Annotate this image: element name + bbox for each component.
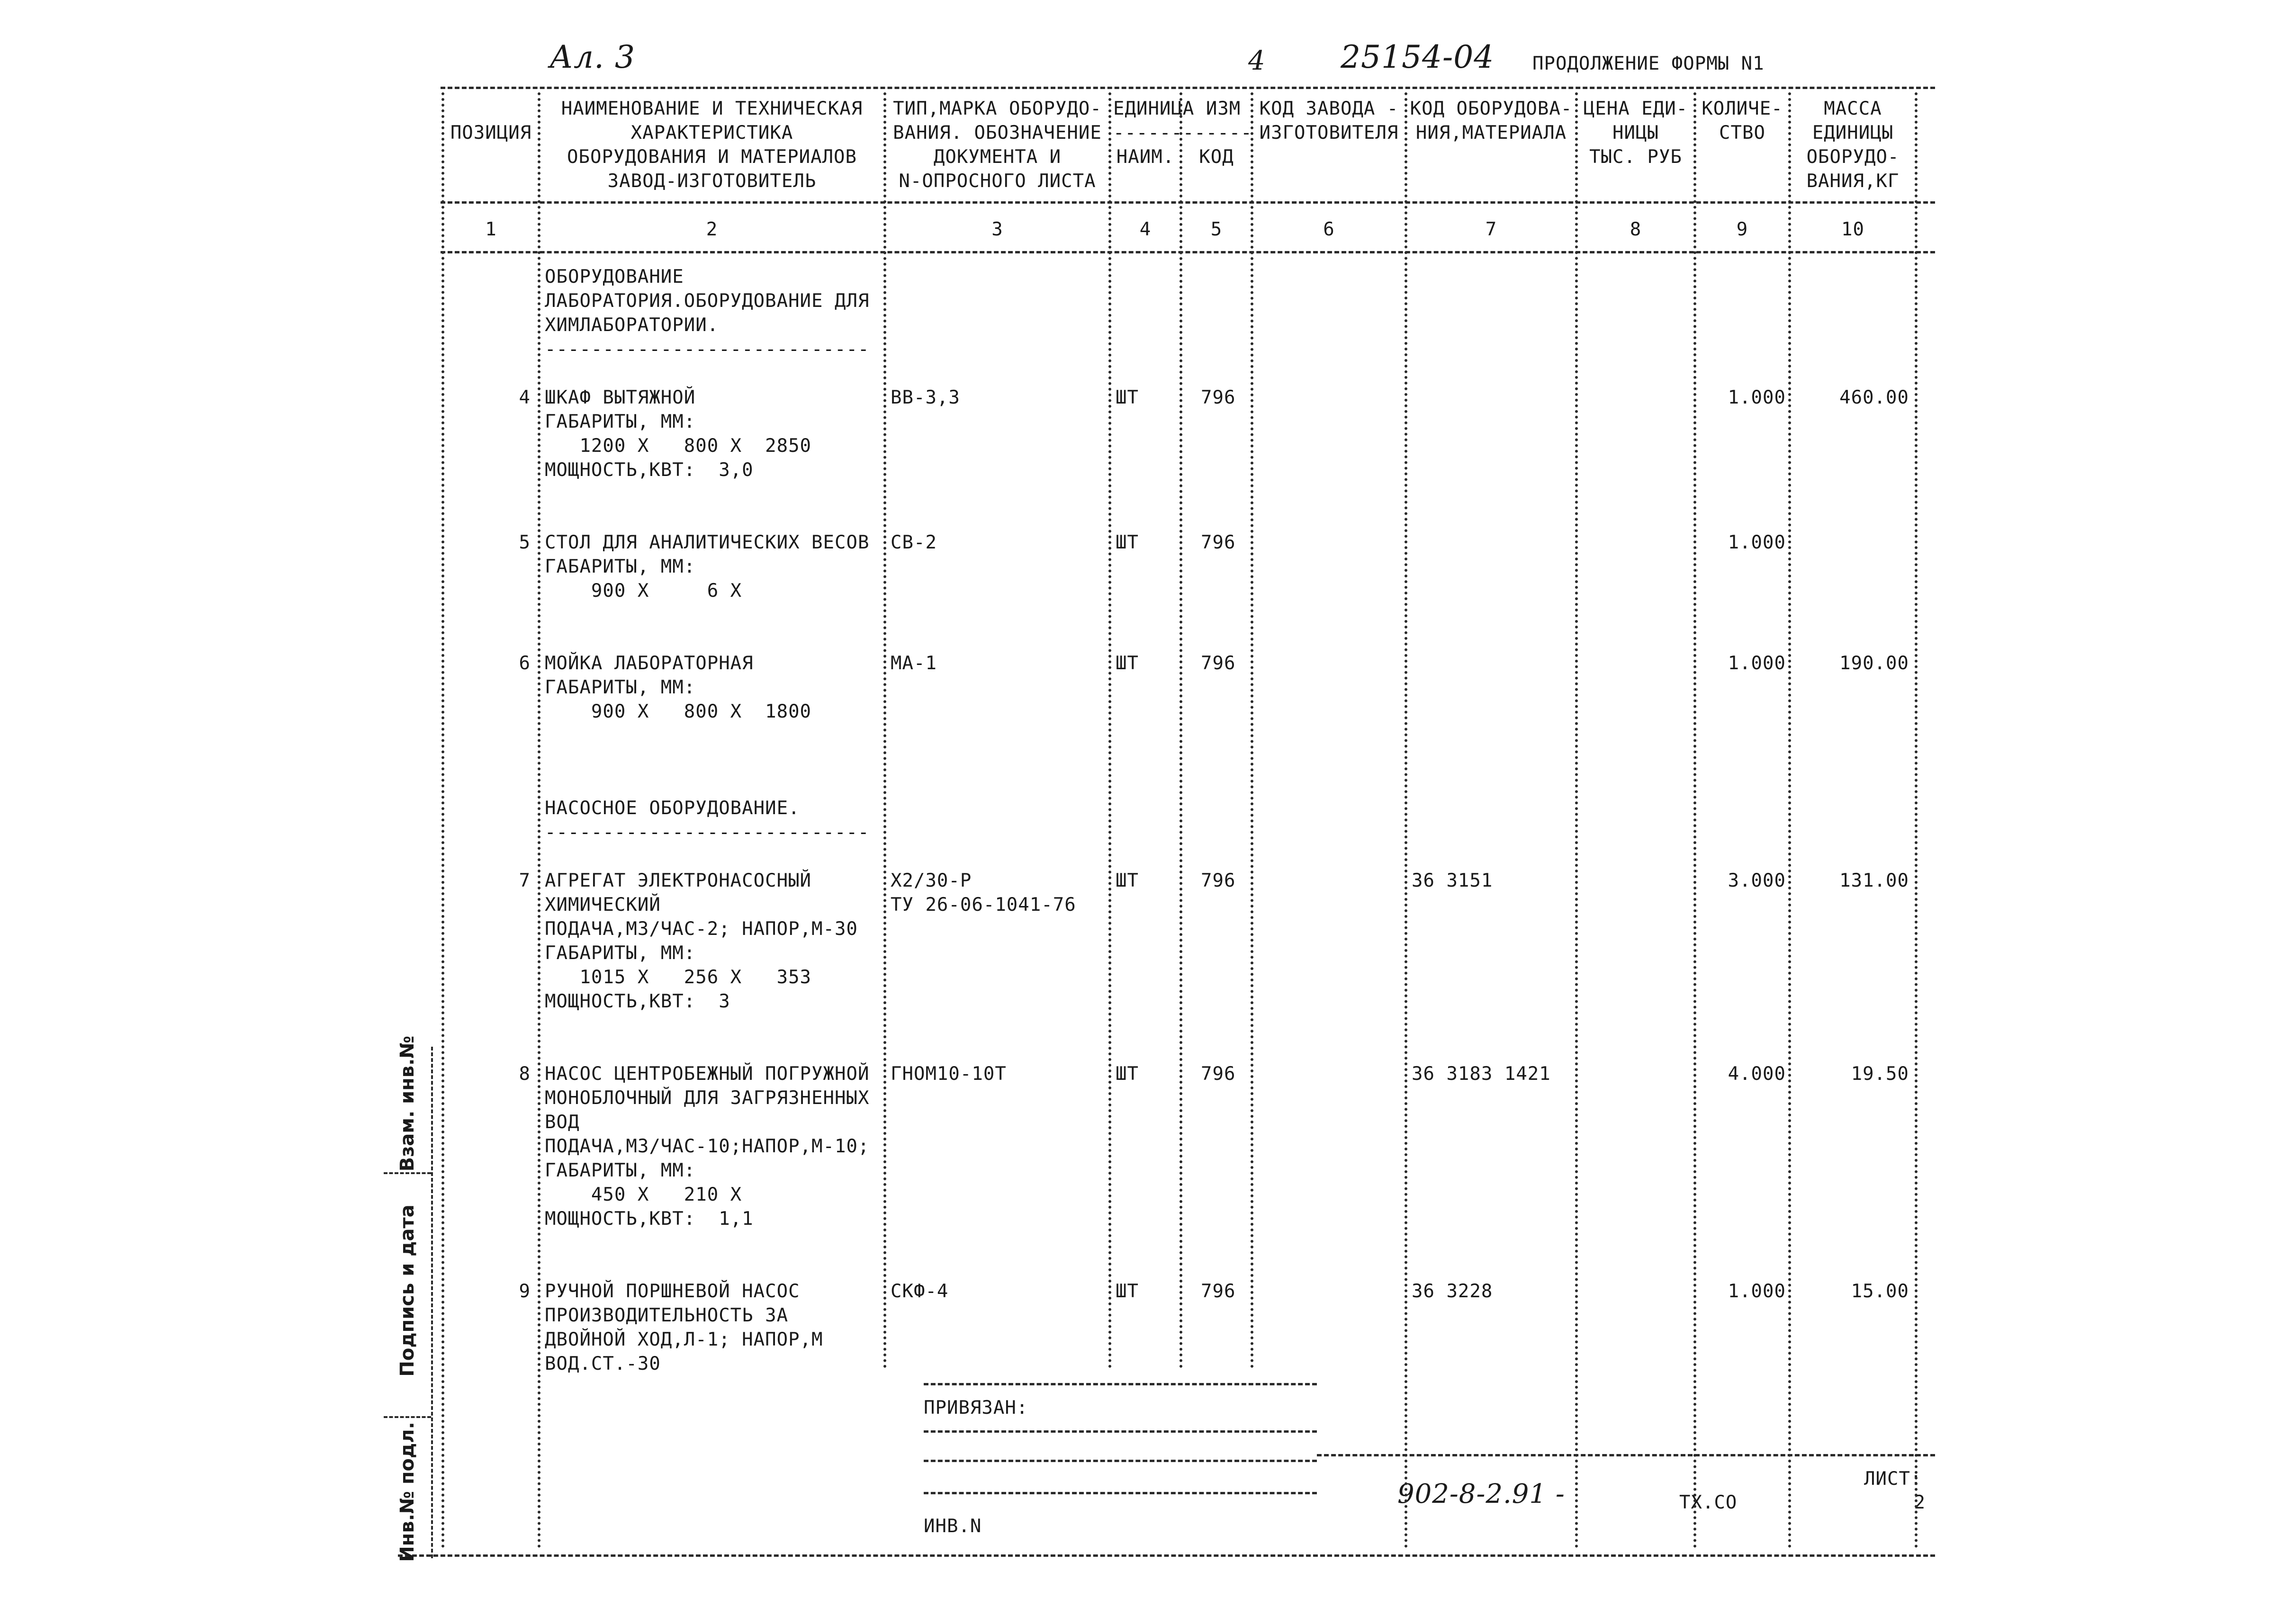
stamp-edge (431, 1047, 433, 1558)
quantity: 3.000 (1728, 870, 1786, 891)
equipment-code: 36 3151 (1412, 870, 1493, 891)
item-name-line: ШКАФ ВЫТЯЖНОЙ (545, 387, 696, 408)
header-cell: ВАНИЯ,КГ (1806, 171, 1900, 192)
header-cell: КОЛИЧЕ- (1702, 98, 1783, 119)
item-name-line: ПОДАЧА,М3/ЧАС-2; НАПОР,М-30 (545, 918, 858, 940)
item-name-line: СТОЛ ДЛЯ АНАЛИТИЧЕСКИХ ВЕСОВ (545, 532, 870, 553)
header-cell: ------------ (1113, 122, 1252, 144)
item-name-line: ХИМЛАБОРАТОРИИ. (545, 314, 719, 336)
header-cell: ЗАВОД-ИЗГОТОВИТЕЛЬ (607, 171, 817, 192)
header-cell: ИЗГОТОВИТЕЛЯ (1259, 122, 1399, 144)
stamp-inv-repl: Взам. инв.№ (396, 1035, 418, 1172)
rule-numbers (441, 251, 1935, 253)
rule-top (441, 87, 1935, 89)
item-type: ВВ-3,3 (891, 387, 960, 408)
header-cell: МАССА (1824, 98, 1882, 119)
unit-code: 796 (1201, 870, 1236, 891)
footer-rule-4 (924, 1492, 1317, 1494)
item-name-line: ЛАБОРАТОРИЯ.ОБОРУДОВАНИЕ ДЛЯ (545, 290, 870, 312)
document-suffix: ТХ.СО (1679, 1492, 1738, 1513)
column-separator (1693, 92, 1696, 1549)
item-name-line: ГАБАРИТЫ, ММ: (545, 556, 696, 577)
unit-name: ШТ (1116, 870, 1139, 891)
footer-rule-1 (924, 1383, 1317, 1385)
unit-code: 796 (1201, 387, 1236, 408)
column-separator (441, 92, 444, 1549)
item-name-line: 1015 Х 256 Х 353 (545, 967, 812, 988)
item-name-line: НАСОСНОЕ ОБОРУДОВАНИЕ. (545, 798, 800, 819)
item-name-line: ---------------------------- (545, 822, 870, 843)
item-name-line: МОНОБЛОЧНЫЙ ДЛЯ ЗАГРЯЗНЕННЫХ (545, 1087, 870, 1109)
header-cell: КОД ЗАВОДА - (1259, 98, 1399, 119)
unit-code: 796 (1201, 1281, 1236, 1302)
stamp-inv-orig: Инв.№ подл. (396, 1422, 418, 1562)
header-cell: ЕДИНИЦА ИЗМ (1113, 98, 1241, 119)
column-separator (538, 92, 540, 1549)
item-type: СКФ-4 (891, 1281, 949, 1302)
unit-mass: 190.00 (1839, 653, 1909, 674)
column-number: 9 (1736, 219, 1748, 240)
item-name-line: ДВОЙНОЙ ХОД,Л-1; НАПОР,М (545, 1329, 823, 1350)
column-number: 4 (1139, 219, 1152, 240)
header-cell: КОД (1199, 146, 1234, 168)
header-cell: ВАНИЯ. ОБОЗНАЧЕНИЕ (893, 122, 1102, 144)
unit-mass: 131.00 (1839, 870, 1909, 891)
header-cell: ХАРАКТЕРИСТИКА (630, 122, 793, 144)
sheet-number: 2 (1914, 1492, 1926, 1513)
unit-name: ШТ (1116, 532, 1139, 553)
header-cell: ОБОРУДОВАНИЯ И МАТЕРИАЛОВ (567, 146, 857, 168)
column-number: 10 (1841, 219, 1864, 240)
position-number: 6 (519, 653, 531, 674)
item-name-line: МОЩНОСТЬ,КВТ: 1,1 (545, 1208, 754, 1230)
unit-mass: 19.50 (1851, 1063, 1909, 1085)
bound-label: ПРИВЯЗАН: (924, 1397, 1028, 1418)
header-cell: ПОЗИЦИЯ (450, 122, 532, 144)
item-name-line: ОБОРУДОВАНИЕ (545, 266, 684, 287)
quantity: 1.000 (1728, 532, 1786, 553)
item-name-line: ГАБАРИТЫ, ММ: (545, 677, 696, 698)
item-name-line: АГРЕГАТ ЭЛЕКТРОНАСОСНЫЙ (545, 870, 812, 891)
column-separator (1405, 92, 1407, 1549)
binding-stamp (379, 1035, 436, 1562)
project-code: 25154-04 (1341, 39, 1495, 75)
rule-header (441, 201, 1935, 204)
item-type: Х2/30-Р (891, 870, 972, 891)
item-name-line: 450 Х 210 Х (545, 1184, 742, 1205)
header-cell: ДОКУМЕНТА И (933, 146, 1062, 168)
position-number: 7 (519, 870, 531, 891)
header-cell: НАИМ. (1116, 146, 1175, 168)
item-name-line: РУЧНОЙ ПОРШНЕВОЙ НАСОС (545, 1281, 800, 1302)
item-name-line: ---------------------------- (545, 339, 870, 360)
header-cell: НАИМЕНОВАНИЕ И ТЕХНИЧЕСКАЯ (561, 98, 863, 119)
position-number: 4 (519, 387, 531, 408)
unit-code: 796 (1201, 653, 1236, 674)
item-name-line: МОЙКА ЛАБОРАТОРНАЯ (545, 653, 754, 674)
header-cell: НИЯ,МАТЕРИАЛА (1415, 122, 1567, 144)
item-name-line: ПРОИЗВОДИТЕЛЬНОСТЬ ЗА (545, 1305, 789, 1326)
item-type: ТУ 26-06-1041-76 (891, 894, 1076, 916)
sheet-label: ЛИСТ: (1864, 1468, 1922, 1490)
item-name-line: 1200 Х 800 Х 2850 (545, 435, 812, 457)
column-separator (1251, 92, 1253, 1369)
unit-name: ШТ (1116, 1063, 1139, 1085)
footer-rule-right (1317, 1454, 1935, 1456)
quantity: 1.000 (1728, 387, 1786, 408)
header-cell: ЕДИНИЦЫ (1812, 122, 1894, 144)
header-cell: ТЫС. РУБ (1589, 146, 1682, 168)
unit-name: ШТ (1116, 1281, 1139, 1302)
unit-mass: 460.00 (1839, 387, 1909, 408)
document-code: 902-8-2.91 - (1397, 1479, 1565, 1509)
column-number: 1 (485, 219, 497, 240)
quantity: 4.000 (1728, 1063, 1786, 1085)
sheet-mark: Ал. 3 (549, 39, 635, 75)
header-cell: ЦЕНА ЕДИ- (1583, 98, 1688, 119)
column-separator (1180, 92, 1182, 1369)
stamp-separator (384, 1416, 431, 1418)
item-type: ГНОМ10-10Т (891, 1063, 1007, 1085)
header-cell: НИЦЫ (1612, 122, 1659, 144)
item-type: СВ-2 (891, 532, 937, 553)
item-name-line: 900 Х 6 Х (545, 580, 742, 601)
unit-name: ШТ (1116, 387, 1139, 408)
column-number: 8 (1630, 219, 1642, 240)
column-separator (1915, 92, 1918, 1549)
item-name-line: ГАБАРИТЫ, ММ: (545, 1160, 696, 1181)
item-type: МА-1 (891, 653, 937, 674)
position-number: 5 (519, 532, 531, 553)
column-number: 6 (1323, 219, 1335, 240)
unit-name: ШТ (1116, 653, 1139, 674)
column-separator (883, 92, 886, 1369)
item-name-line: 900 Х 800 Х 1800 (545, 701, 812, 722)
header-cell: КОД ОБОРУДОВА- (1410, 98, 1573, 119)
stamp-separator (384, 1172, 431, 1174)
equipment-code: 36 3228 (1412, 1281, 1493, 1302)
item-name-line: ГАБАРИТЫ, ММ: (545, 943, 696, 964)
page-number: 4 (1248, 45, 1266, 76)
footer-rule-2 (924, 1430, 1317, 1433)
column-separator (1108, 92, 1111, 1369)
unit-code: 796 (1201, 532, 1236, 553)
rule-bottom (398, 1554, 1935, 1557)
item-name-line: ХИМИЧЕСКИЙ (545, 894, 661, 916)
quantity: 1.000 (1728, 1281, 1786, 1302)
position-number: 8 (519, 1063, 531, 1085)
quantity: 1.000 (1728, 653, 1786, 674)
unit-mass: 15.00 (1851, 1281, 1909, 1302)
header-cell: ОБОРУДО- (1806, 146, 1900, 168)
item-name-line: МОЩНОСТЬ,КВТ: 3,0 (545, 459, 754, 481)
item-name-line: ГАБАРИТЫ, ММ: (545, 411, 696, 432)
item-name-line: НАСОС ЦЕНТРОБЕЖНЫЙ ПОГРУЖНОЙ (545, 1063, 870, 1085)
column-number: 2 (706, 219, 718, 240)
column-number: 7 (1485, 219, 1497, 240)
unit-code: 796 (1201, 1063, 1236, 1085)
item-name-line: ПОДАЧА,М3/ЧАС-10;НАПОР,М-10; (545, 1136, 870, 1157)
header-cell: N-ОПРОСНОГО ЛИСТА (899, 171, 1096, 192)
column-number: 5 (1210, 219, 1223, 240)
header-cell: СТВО (1719, 122, 1765, 144)
item-name-line: ВОД (545, 1112, 580, 1133)
column-separator (1788, 92, 1791, 1549)
footer-rule-3 (924, 1460, 1317, 1462)
position-number: 9 (519, 1281, 531, 1302)
column-separator (1575, 92, 1578, 1549)
item-name-line: МОЩНОСТЬ,КВТ: 3 (545, 991, 730, 1012)
column-number: 3 (991, 219, 1003, 240)
item-name-line: ВОД.СТ.-30 (545, 1353, 661, 1374)
stamp-sign-date: Подпись и дата (396, 1204, 418, 1377)
continuation-title: ПРОДОЛЖЕНИЕ ФОРМЫ N1 (1532, 53, 1765, 74)
equipment-code: 36 3183 1421 (1412, 1063, 1551, 1085)
header-cell: ТИП,МАРКА ОБОРУДО- (893, 98, 1102, 119)
inventory-label: ИНВ.N (924, 1516, 982, 1537)
